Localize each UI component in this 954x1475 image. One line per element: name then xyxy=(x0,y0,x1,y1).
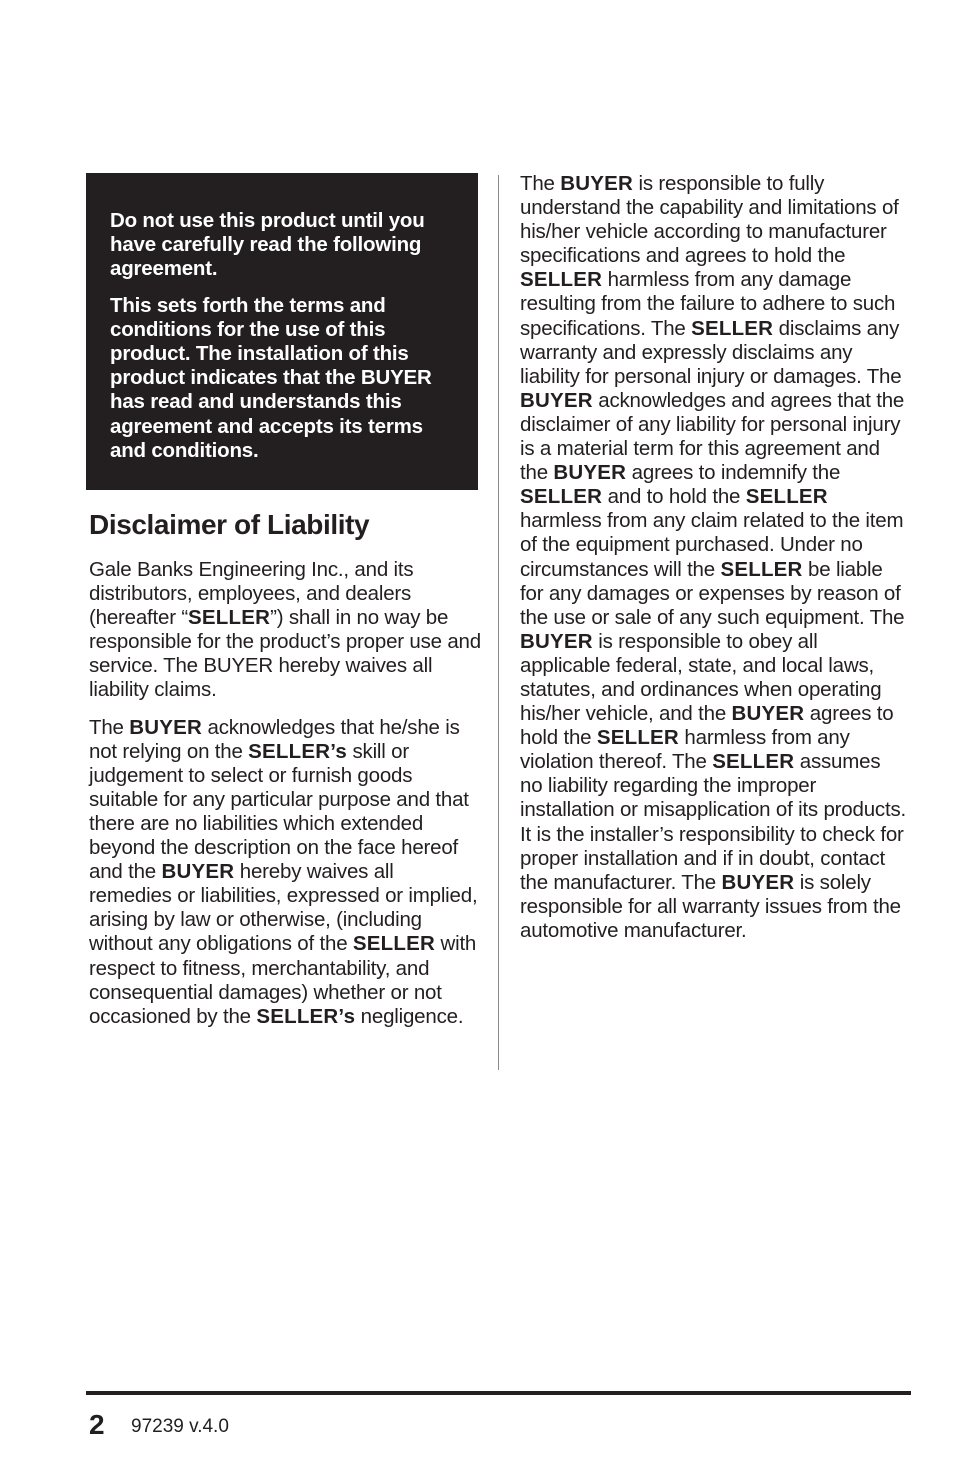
text-run: be liable for any damages or expenses by reason of the use or sale of any such equipment. The xyxy=(520,557,905,629)
text-run: agrees to hold the xyxy=(520,702,894,750)
document-version: 97239 v.4.0 xyxy=(131,1416,229,1437)
text-run: harmless from any violation thereof. The xyxy=(520,726,850,774)
bold-term: SELLER xyxy=(712,750,795,774)
bold-term: BUYER xyxy=(721,870,795,894)
column-divider xyxy=(498,175,499,1070)
bold-term: SELLER xyxy=(520,485,603,509)
warning-notice-box xyxy=(86,173,478,490)
text-run: hereby waives all remedies or liabilities, expressed or implied, arising by law or otherwise, (including without any obligations of the xyxy=(89,860,478,956)
bold-term: BUYER xyxy=(520,629,593,653)
text-run: The xyxy=(520,172,561,195)
text-run: skill or judgement to select or furnish goods suitable for any particular purpose and that there are no liabilities which extended beyond the description on the face hereof and the xyxy=(89,739,469,884)
text-run: acknowledges that he/she is not relying on the xyxy=(89,715,460,763)
notice-paragraph-2: This sets forth the terms and conditions for the use of this product. The installation of this product indicates that the BUYER has read and understands this agreement and accepts its terms and conditions. xyxy=(110,293,432,462)
bold-term: SELLER’s xyxy=(256,1004,356,1028)
page-number: 2 xyxy=(89,1409,105,1440)
text-run: acknowledges and agrees that the disclaimer of any liability for personal injury is a material term for this agreement and the xyxy=(520,388,905,485)
section-heading: Disclaimer of Liability xyxy=(89,509,370,540)
bold-term: SELLER xyxy=(352,932,435,956)
text-run: and to hold the xyxy=(602,485,746,509)
bold-term: SELLER xyxy=(188,606,271,630)
text-run: assumes no liability regarding the improper installation or misapplication of its products. It is the installer’s responsibility to check for proper installation and if in doubt, contact the manufacturer. The xyxy=(520,750,906,894)
bold-term: BUYER xyxy=(129,715,202,739)
left-column xyxy=(89,508,481,1042)
text-run: negligence. xyxy=(355,1004,464,1028)
text-run: ”) shall in no way be responsible for the product’s proper use and service. The BUYER hereby waives all liability claims. xyxy=(89,606,481,702)
bold-term: SELLER xyxy=(520,268,603,292)
disclaimer-paragraph-2 xyxy=(89,716,481,1029)
text-run: with respect to fitness, merchantability, and consequential damages) whether or not occasioned by the xyxy=(89,932,477,1028)
text-run: The xyxy=(89,715,130,739)
text-run: harmless from any damage resulting from the failure to adhere to such specifications. The xyxy=(520,268,896,340)
bold-term: SELLER’s xyxy=(248,739,347,763)
bold-term: SELLER xyxy=(720,557,803,581)
bold-term: BUYER xyxy=(560,172,633,195)
bold-term: SELLER xyxy=(745,485,828,509)
text-run: agrees to indemnify the xyxy=(626,461,841,485)
right-column-paragraph xyxy=(520,172,908,943)
bold-term: BUYER xyxy=(553,461,627,485)
text-run: is responsible to obey all applicable federal, state, and local laws, statutes, and ordinances when operating his/her vehicle, and the xyxy=(520,629,882,726)
disclaimer-paragraph-1 xyxy=(89,558,481,703)
bold-term: BUYER xyxy=(731,702,805,726)
bold-term: BUYER xyxy=(161,860,235,884)
text-run: Gale Banks Engineering Inc., and its distributors, employees, and dealers (hereafter “ xyxy=(89,558,414,630)
text-run: is solely responsible for all warranty issues from the automotive manufacturer. xyxy=(520,870,901,942)
text-run: harmless from any claim related to the item of the equipment purchased. Under no circumstances will the xyxy=(520,509,904,581)
bold-term: BUYER xyxy=(520,388,593,412)
text-run: is responsible to fully understand the capability and limitations of his/her vehicle according to manufacturer specifications and agrees to hold the xyxy=(520,172,899,268)
notice-paragraph-1: Do not use this product until you have carefully read the following agreement. xyxy=(110,209,425,281)
bold-term: SELLER xyxy=(596,726,679,750)
text-run: disclaims any warranty and expressly disclaims any liability for personal injury or damages. The xyxy=(520,316,902,388)
footer-rule xyxy=(86,1391,911,1395)
bold-term: SELLER xyxy=(691,316,774,340)
right-column xyxy=(520,172,908,956)
